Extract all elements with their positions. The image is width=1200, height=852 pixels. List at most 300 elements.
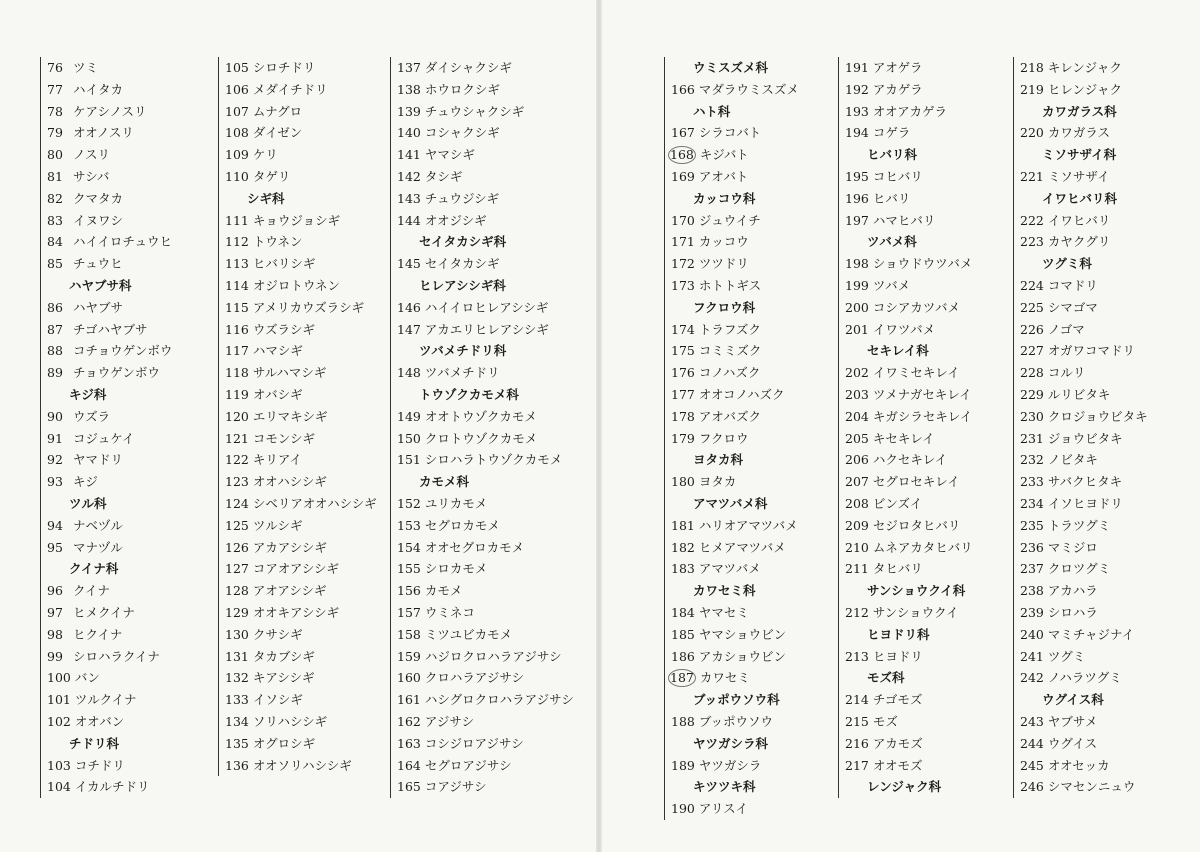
species-number: 106 [225,81,249,97]
species-number: 97 [47,604,63,620]
species-name: オオモズ [872,757,923,773]
species-number: 189 [671,757,695,773]
species-entry [47,253,215,275]
species-entry [1020,319,1188,341]
species-entry [397,210,565,232]
species-number: 227 [1020,343,1044,359]
species-name: コジュケイ [72,430,135,446]
species-entry [397,755,565,777]
species-number: 112 [225,234,249,250]
species-number: 213 [845,648,869,664]
species-name: ヤブサメ [1047,713,1098,729]
species-entry [47,646,215,668]
species-number: 202 [845,365,869,381]
species-entry [397,319,565,341]
species-entry [1020,646,1188,668]
page-fold [596,0,602,852]
species-entry [397,776,565,798]
species-name: ケリ [252,147,278,163]
family-heading: カワガラス科 [1042,103,1117,119]
species-entry [47,667,215,689]
species-number: 172 [671,256,695,272]
species-name: タカブシギ [252,648,315,664]
family-heading: カワセミ科 [693,583,756,599]
species-entry [225,755,393,777]
species-entry [845,79,1013,101]
family-heading: セイタカシギ科 [419,234,507,250]
species-entry [397,188,565,210]
species-name: ハジロクロハラアジサシ [424,648,562,664]
species-number: 110 [225,168,249,184]
species-name: イカルチドリ [74,779,150,795]
species-name: ウズラ [72,408,111,424]
species-name: ユリカモメ [424,495,488,511]
species-name: ヒバリシギ [252,256,316,272]
species-entry [225,253,393,275]
species-number: 120 [225,408,249,424]
species-entry [397,580,565,602]
species-entry [225,384,393,406]
species-number: 188 [671,713,695,729]
species-entry [1020,711,1188,733]
species-number: 117 [225,343,249,359]
species-name: チュウヒ [72,256,123,272]
species-entry [397,406,565,428]
family-heading: ツル科 [69,495,107,511]
species-name: コシジロアジサシ [424,735,524,751]
species-number: 224 [1020,277,1044,293]
species-number: 209 [845,517,869,533]
species-number: 163 [397,735,421,751]
species-number: 197 [845,212,869,228]
species-number: 138 [397,81,421,97]
species-entry [225,537,393,559]
species-number: 169 [671,168,695,184]
family-heading: フクロウ科 [693,299,756,315]
family-heading: ヒヨドリ科 [867,626,930,642]
species-name: アオバト [698,168,749,184]
species-name: ハシグロクロハラアジサシ [424,692,574,708]
species-number: 116 [225,321,249,337]
species-name: シベリアオオハシシギ [252,495,377,511]
family-heading: アマツバメ科 [693,495,768,511]
species-name: メダイチドリ [252,81,328,97]
species-number: 141 [397,147,421,163]
species-number: 108 [225,125,249,141]
species-name: ノスリ [72,147,110,163]
species-number: 239 [1020,604,1044,620]
species-number: 165 [397,779,421,795]
species-name: オオトウゾクカモメ [424,408,537,424]
species-number: 76 [47,60,63,75]
species-entry [1020,755,1188,777]
family-heading: ツグミ科 [1042,256,1092,272]
species-name: ナベヅル [72,517,123,533]
species-name: オバシギ [252,386,303,402]
species-number: 246 [1020,779,1044,795]
species-name: イワミセキレイ [872,365,960,381]
species-name: ノビタキ [1047,452,1098,468]
family-heading: キジ科 [69,386,107,402]
family-heading: ヤツガシラ科 [693,735,769,751]
species-number: 196 [845,190,869,206]
species-name: クサシギ [252,626,303,642]
species-number: 139 [397,103,421,119]
species-entry [1020,275,1188,297]
species-name: ハイイロチュウヒ [72,234,172,250]
species-name: オオセッカ [1047,757,1110,773]
species-name: カモメ [424,583,463,599]
species-entry [47,79,215,101]
species-name: アオゲラ [872,60,923,75]
species-entry [47,297,215,319]
species-number: 80 [47,147,63,163]
species-entry [397,166,565,188]
species-number: 181 [671,517,695,533]
species-entry [671,253,839,275]
species-entry [671,537,839,559]
species-entry [845,449,1013,471]
species-entry [671,471,839,493]
species-name: チゴモズ [872,692,923,708]
species-number: 157 [397,604,421,620]
species-name: ヒレンジャク [1047,81,1122,97]
species-number: 99 [47,648,63,664]
species-name: ムナグロ [252,103,303,119]
species-entry [47,144,215,166]
species-name: コシャクシギ [424,125,500,141]
species-name: キジ [72,474,98,490]
species-name: ヤマセミ [698,604,749,620]
species-number: 148 [397,365,421,381]
species-entry [397,362,565,384]
family-heading: ウグイス科 [1042,692,1104,708]
species-number: 125 [225,517,249,533]
species-name: バン [74,670,100,686]
species-number: 90 [47,408,63,424]
species-entry [47,471,215,493]
species-name: コマドリ [1047,277,1098,293]
species-entry [845,493,1013,515]
species-number: 131 [225,648,249,664]
species-entry [47,57,215,79]
species-number: 87 [47,321,63,337]
species-name: チュウシャクシギ [424,103,525,119]
species-name: アカハラ [1047,583,1098,599]
family-heading: クイナ科 [69,561,119,577]
species-number: 198 [845,256,869,272]
species-entry [1020,776,1188,798]
species-name: ツバメ [872,277,911,293]
species-number: 179 [671,430,695,446]
species-entry [845,101,1013,123]
species-name: カワガラス [1047,125,1110,141]
species-name: マミジロ [1047,539,1098,555]
species-number: 182 [671,539,695,555]
species-name: トラツグミ [1047,517,1111,533]
species-name: ツルクイナ [74,692,137,708]
species-entry [225,297,393,319]
species-entry [225,210,393,232]
species-name: イソヒヨドリ [1047,495,1123,511]
species-number: 161 [397,692,421,708]
species-entry [47,340,215,362]
species-column-4 [664,57,839,820]
species-number: 147 [397,321,421,337]
species-number: 86 [47,299,63,315]
species-entry [671,515,839,537]
species-number: 79 [47,125,63,141]
species-entry [47,231,215,253]
species-number: 126 [225,539,249,555]
species-entry [845,558,1013,580]
family-heading: ヒバリ科 [867,147,918,163]
species-entry [671,602,839,624]
species-entry [845,210,1013,232]
species-name: キガシラセキレイ [872,408,973,424]
species-name: サンショウクイ [872,604,959,620]
species-entry [1020,362,1188,384]
species-name: ノゴマ [1047,321,1085,337]
species-entry [671,406,839,428]
family-heading: キツツキ科 [693,779,756,795]
species-number: 111 [225,212,249,228]
species-number: 200 [845,299,869,315]
species-number: 229 [1020,386,1044,402]
species-name: ウミネコ [424,604,475,620]
species-number: 100 [47,670,71,686]
species-number: 242 [1020,670,1044,686]
family-heading: レンジャク科 [867,779,942,795]
species-entry [47,755,215,777]
species-name: キアシシギ [252,670,315,686]
species-number: 98 [47,626,63,642]
species-name: コアジサシ [424,779,487,795]
species-number: 240 [1020,626,1044,642]
species-number: 170 [671,212,695,228]
species-number: 127 [225,561,249,577]
species-number: 238 [1020,583,1044,599]
species-name: アオアシシギ [252,583,327,599]
species-name: キセキレイ [872,430,935,446]
species-name: トラフズク [698,321,761,337]
species-entry [1020,231,1188,253]
family-heading: ツバメチドリ科 [419,343,507,359]
species-entry [845,428,1013,450]
species-name: オオノスリ [72,125,134,141]
species-entry [671,428,839,450]
species-number: 77 [47,81,63,97]
species-name: ツミ [72,60,98,75]
species-number: 160 [397,670,421,686]
species-number: 85 [47,256,63,272]
species-entry [845,602,1013,624]
species-entry [1020,57,1188,79]
family-heading: ブッポウソウ科 [693,692,780,708]
species-entry [47,188,215,210]
species-name: クロツグミ [1047,561,1111,577]
species-entry [671,231,839,253]
species-name: フクロウ [698,430,749,446]
species-name: カヤクグリ [1047,234,1111,250]
species-name: チゴハヤブサ [72,321,148,337]
species-entry [397,711,565,733]
family-heading: イワヒバリ科 [1042,190,1118,206]
species-number: 226 [1020,321,1044,337]
species-entry [47,101,215,123]
species-name: ダイゼン [252,125,303,141]
species-name: アメリカウズラシギ [252,299,365,315]
species-number: 140 [397,125,421,141]
family-heading: ミソサザイ科 [1042,147,1117,163]
species-column-1 [40,57,215,798]
species-name: シマセンニュウ [1047,779,1136,795]
species-name: マミチャジナイ [1047,626,1135,642]
species-name: オオバン [74,713,125,729]
species-number: 162 [397,713,421,729]
species-number: 245 [1020,757,1044,773]
species-name: サバクヒタキ [1047,474,1123,490]
species-number: 186 [671,648,695,664]
species-name: ハマシギ [252,343,303,359]
species-entry [47,580,215,602]
family-heading: シギ科 [247,190,285,206]
species-column-3 [390,57,574,798]
species-number: 156 [397,583,421,599]
species-entry [1020,79,1188,101]
species-number: 166 [671,81,695,97]
species-entry [225,122,393,144]
species-entry [397,602,565,624]
species-number: 145 [397,256,421,272]
species-number: 128 [225,583,249,599]
family-heading: チドリ科 [69,735,120,751]
species-number: 223 [1020,234,1044,250]
species-name: エリマキシギ [252,408,328,424]
species-number: 225 [1020,299,1044,315]
species-name: ミソサザイ [1047,168,1110,184]
species-number: 91 [47,430,63,446]
species-number: 205 [845,430,869,446]
species-number: 132 [225,670,249,686]
species-name: ヒバリ [872,190,911,206]
species-entry [1020,493,1188,515]
species-number: 159 [397,648,421,664]
species-entry [47,776,215,798]
species-entry [1020,340,1188,362]
species-number: 122 [225,452,249,468]
species-name: ハクセキレイ [872,452,948,468]
species-number: 212 [845,604,869,620]
species-number: 243 [1020,713,1044,729]
species-number: 103 [47,757,71,773]
species-name: ソリハシシギ [252,713,328,729]
species-entry [671,798,839,820]
species-number: 101 [47,692,71,708]
species-number: 219 [1020,81,1044,97]
species-entry [225,493,393,515]
species-name: ハヤブサ [72,299,123,315]
species-number: 192 [845,81,869,97]
species-number: 195 [845,168,869,184]
species-name: オオソリハシシギ [252,757,352,773]
species-entry [397,624,565,646]
species-name: コチョウゲンボウ [72,343,173,359]
species-number: 211 [845,561,869,577]
species-number: 207 [845,474,869,490]
species-entry [47,449,215,471]
species-entry [671,711,839,733]
species-number: 215 [845,713,869,729]
species-name: ジュウイチ [698,212,761,228]
species-entry [671,558,839,580]
species-name: コノハズク [698,365,761,381]
species-number: 176 [671,365,695,381]
species-name: コチドリ [74,757,125,773]
species-entry [397,122,565,144]
species-number: 171 [671,234,695,250]
species-entry [671,667,839,689]
species-entry [1020,166,1188,188]
species-entry [671,166,839,188]
species-name: クマタカ [72,190,123,206]
species-name: ヤマショウビン [698,626,787,642]
species-entry [397,515,565,537]
family-heading: トウゾクカモメ科 [419,386,519,402]
species-entry [845,362,1013,384]
species-number: 185 [671,626,695,642]
species-number: 143 [397,190,421,206]
species-name: マダラウミスズメ [698,81,799,97]
species-name: コアオアシシギ [252,561,340,577]
species-entry [845,515,1013,537]
species-name: キジバト [699,147,749,163]
species-entry [397,733,565,755]
species-entry [671,340,839,362]
species-entry [845,406,1013,428]
species-number: 142 [397,168,421,184]
species-name: ルリビタキ [1047,386,1111,402]
species-name: セグロセキレイ [872,474,960,490]
species-entry [397,689,574,711]
species-name: アカモズ [872,735,923,751]
species-name: ハイタカ [72,81,123,97]
species-number: 124 [225,495,249,511]
species-name: ツグミ [1047,648,1086,664]
species-number: 114 [225,277,249,293]
species-name: ヒメクイナ [72,604,135,620]
species-entry [225,340,393,362]
species-entry [225,57,393,79]
species-number: 78 [47,103,63,119]
species-number: 150 [397,430,421,446]
species-name: ミツユビカモメ [424,626,513,642]
species-name: クイナ [72,583,110,599]
species-entry [47,166,215,188]
species-entry [1020,471,1188,493]
species-entry [47,122,215,144]
species-name: アジサシ [424,713,475,729]
species-name: オオキアシシギ [252,604,340,620]
species-name: ケアシノスリ [72,103,147,119]
species-number: 233 [1020,474,1044,490]
species-entry [397,253,565,275]
species-number: 130 [225,626,249,642]
species-name: コゲラ [872,125,911,141]
species-entry [225,144,393,166]
species-number: 107 [225,103,249,119]
species-entry [671,210,839,232]
